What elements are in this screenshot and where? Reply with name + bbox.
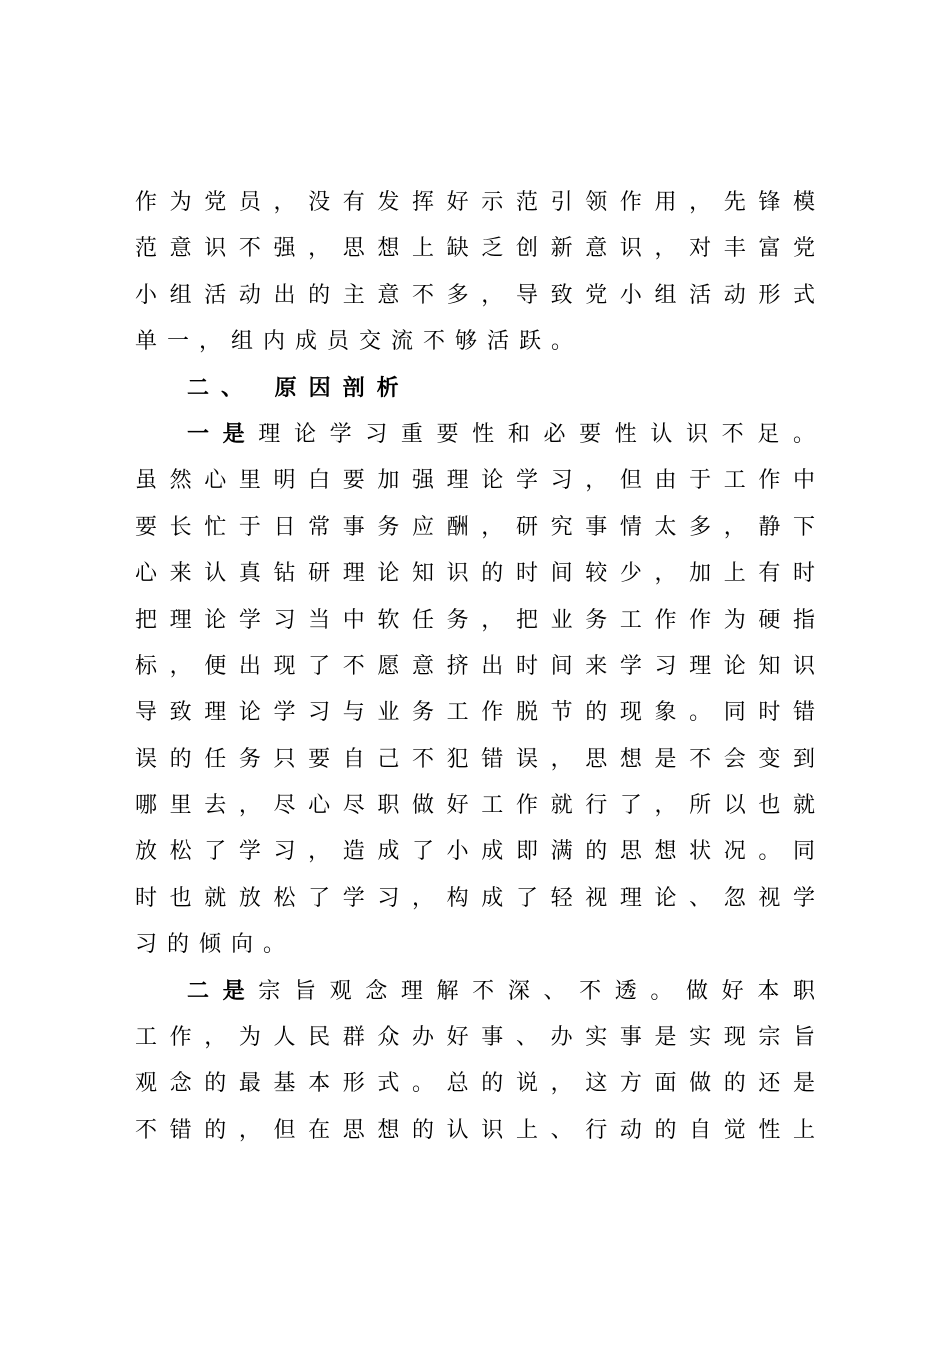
text-line: 心来认真钻研理论知识的时间较少，加上有时: [135, 561, 815, 587]
paragraph-first-line: [135, 969, 815, 1015]
text-line: 观念的最基本形式。总的说，这方面做的还是: [135, 1071, 815, 1097]
text-line: 要长忙于日常事务应酬，研究事情太多，静下: [135, 514, 815, 540]
paragraph-first-text: 宗旨观念理解不深、不透。做好本职: [258, 978, 815, 1004]
text-line: 不错的，但在思想的认识上、行动的自觉性上: [135, 1117, 815, 1143]
text-line: 时也就放松了学习，构成了轻视理论、忽视学: [135, 885, 815, 911]
text-line: 导致理论学习与业务工作脱节的现象。同时错: [135, 700, 815, 726]
text-line: 哪里去，尽心尽职做好工作就行了，所以也就: [135, 793, 815, 819]
paragraph-lead: 二是: [187, 978, 259, 1004]
text-line: 单一，组内成员交流不够活跃。: [135, 329, 584, 355]
text-line: 误的任务只要自己不犯错误，思想是不会变到: [135, 746, 815, 772]
text-line: 习的倾向。: [135, 932, 296, 958]
text-line: 范意识不强，思想上缺乏创新意识，对丰富党: [135, 236, 815, 262]
section-heading: 二、 原因剖析: [187, 375, 411, 401]
text-line: 工作，为人民群众办好事、办实事是实现宗旨: [135, 1025, 815, 1051]
text-line: 放松了学习，造成了小成即满的思想状况。同: [135, 839, 815, 865]
text-line: 标，便出现了不愿意挤出时间来学习理论知识: [135, 653, 815, 679]
paragraph-2: [135, 412, 815, 969]
paragraph-3: [135, 969, 815, 1155]
paragraph-1: [135, 180, 815, 366]
paragraph-first-line: [135, 412, 815, 458]
text-line: 把理论学习当中软任务，把业务工作作为硬指: [135, 607, 815, 633]
text-line: 虽然心里明白要加强理论学习，但由于工作中: [135, 468, 815, 494]
text-line: 作为党员，没有发挥好示范引领作用，先锋模: [135, 190, 815, 215]
paragraph-first-text: 理论学习重要性和必要性认识不足。: [258, 421, 815, 447]
text-line: 小组活动出的主意不多，导致党小组活动形式: [135, 282, 815, 308]
paragraph-lead: 一是: [187, 421, 259, 447]
document-body: [135, 180, 815, 1154]
